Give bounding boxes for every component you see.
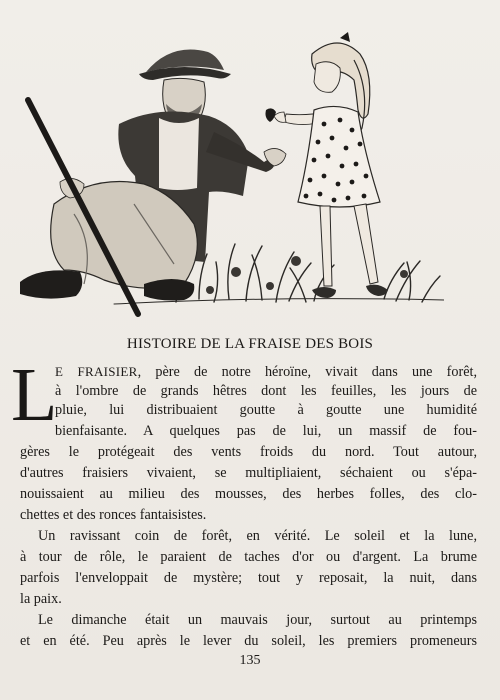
drop-cap: L	[11, 353, 58, 437]
text-line-6: d'autres fraisiers vivaient, se multipliaient, séchaient ou s'épa-	[20, 465, 477, 481]
text-line-4: bienfaisante. A quelques pas de lui, un massif de fou-	[55, 423, 477, 439]
text-line-1	[55, 363, 477, 381]
text-line-9: Un ravissant coin de forêt, en vérité. Le soleil et la lune,	[38, 528, 477, 544]
lead-word: E FRAISIER	[55, 364, 138, 379]
text-line-5: gères le protégeait des vents froids du nord. Tout autour,	[20, 444, 477, 460]
text-line-7: nouissaient au milieu des mousses, des herbes folles, des clo-	[20, 486, 477, 502]
chapter-title: HISTOIRE DE LA FRAISE DES BOIS	[126, 336, 374, 352]
man-figure	[20, 50, 286, 315]
text-line-14: et en été. Peu après le lever du soleil, les premiers promeneurs	[20, 633, 477, 649]
text-line-13: Le dimanche était un mauvais jour, surtout au printemps	[38, 612, 477, 628]
man-and-girl-illustration	[14, 14, 444, 324]
page-number: 135	[239, 653, 261, 668]
strawberry-drawing	[266, 108, 277, 122]
text-line-12: la paix.	[20, 591, 62, 607]
text-line-2: à l'ombre de grands hêtres dont les feuilles, les jours de	[55, 383, 477, 399]
text-line-8: chettes et des ronces fantaisistes.	[20, 507, 207, 523]
text-line-10: à tour de rôle, le paraient de taches d'or ou d'argent. La brume	[20, 549, 477, 565]
text-line-3: pluie, lui distribuaient goutte à goutte une humidité	[55, 402, 477, 418]
text-line-11: parfois l'enveloppait de mystère; tout y reposait, la nuit, dans	[20, 570, 477, 586]
text-line-1-rest: , père de notre héroïne, vivait dans une forêt,	[137, 364, 477, 380]
